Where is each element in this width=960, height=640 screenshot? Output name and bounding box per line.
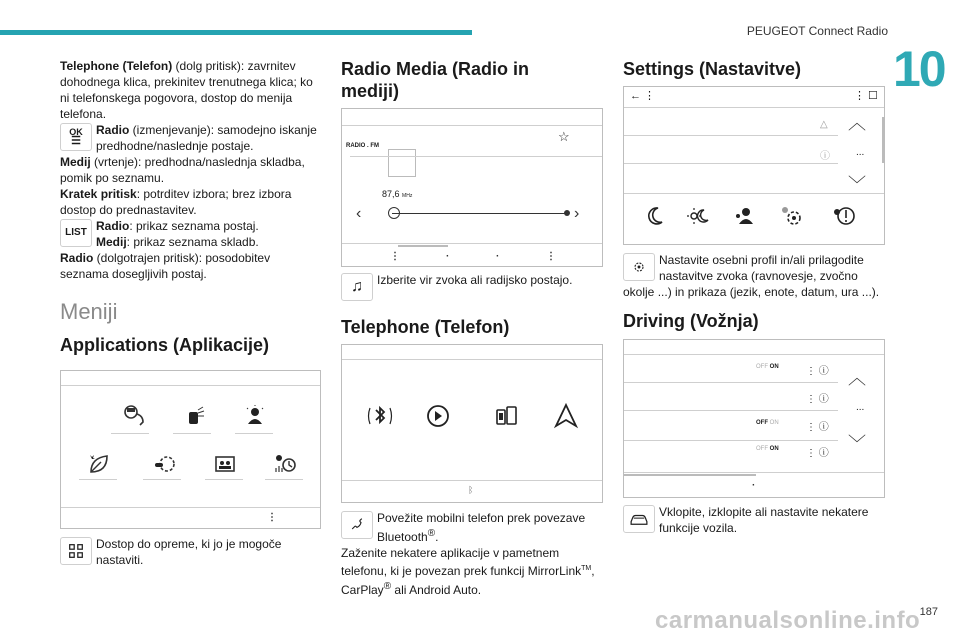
- settings-caption-row: [623, 252, 885, 300]
- screen-divider: [624, 472, 884, 473]
- row-4-info-icon[interactable]: ⋮ ⓘ: [806, 448, 829, 459]
- system-settings-icon[interactable]: [772, 201, 812, 231]
- previous-arrow-icon[interactable]: ‹: [356, 205, 362, 222]
- next-arrow-icon[interactable]: ›: [574, 205, 580, 222]
- screen-divider: [342, 359, 602, 360]
- more-options-icon[interactable]: ⋮: [267, 512, 277, 523]
- apps-caption-row: [60, 536, 322, 568]
- apps-grid-icon: [60, 537, 92, 565]
- driver-icon[interactable]: [235, 401, 275, 431]
- page-dot[interactable]: ·: [496, 251, 500, 262]
- screen-divider: [624, 193, 884, 194]
- connected-services-icon[interactable]: [115, 401, 155, 431]
- bluetooth-icon[interactable]: [360, 401, 400, 431]
- driving-caption-row: [623, 504, 885, 536]
- toggle-4[interactable]: OFF ON: [756, 446, 779, 452]
- phone-caption-row: [341, 510, 603, 545]
- more-icon[interactable]: ...: [856, 147, 865, 158]
- paragraph-telephone: Telephone (Telefon) (dolg pritisk): zavrnitev dohodnega klica, prekinitev trenutnega klica; ko ni telefonskega pogovora, dostop do menija telefona.: [60, 59, 313, 121]
- driving-heading: Driving (Vožnja): [623, 311, 759, 331]
- screen-divider: [342, 125, 602, 126]
- favorite-star-icon[interactable]: ☆: [558, 129, 570, 144]
- watermark: carmanualsonline.info: [655, 607, 921, 634]
- paragraph-radio-long: Radio (dolgotrajen pritisk): posodobitev seznama dosegljivih postaj.: [60, 251, 271, 281]
- tile-underline: [173, 433, 211, 434]
- list-icon: LIST: [60, 219, 92, 247]
- screen-divider: [342, 480, 602, 481]
- phone-handset-icon: [341, 511, 373, 539]
- settings-screen: [623, 86, 885, 245]
- tile-underline: [79, 479, 117, 480]
- phone-caption-2: Zaženite nekatere aplikacije v pametnem telefonu, ki je povezan prek funkcij MirrorLink™, CarPlay® ali Android Auto.: [341, 546, 595, 597]
- paragraph-short-press: Kratek pritisk: potrditev izbora; brez izbora dostop do prednastavitev.: [60, 187, 292, 217]
- music-note-icon: ♫: [341, 273, 373, 301]
- radio-screen: [341, 108, 603, 267]
- scroll-down-icon[interactable]: ﹀: [848, 434, 866, 454]
- settings-caption: Nastavite osebni profil in/ali prilagodite nastavitve zvoka (ravnovesje, zvočno okolje ...) in prikaza (jezik, enote, datum, ura ...).: [623, 253, 880, 299]
- accent-bar: [0, 30, 472, 35]
- scroll-up-icon[interactable]: ︿: [848, 113, 866, 133]
- phone-caption-1: Povežite mobilni telefon prek povezave Bluetooth®.: [377, 511, 586, 544]
- tab-indicator: [398, 245, 448, 247]
- driving-caption-block: [623, 504, 885, 536]
- more-options-icon[interactable]: ⋮: [546, 251, 556, 262]
- ok-row: [60, 122, 322, 154]
- tile-underline: [143, 479, 181, 480]
- page-dot[interactable]: ·: [446, 251, 450, 262]
- privacy-icon[interactable]: [824, 201, 864, 231]
- paragraph-medij-rotate: Medij (vrtenje): predhodna/naslednja skladba, pomik po seznamu.: [60, 155, 305, 185]
- scroll-down-icon[interactable]: ﹀: [848, 175, 866, 195]
- row-2-info-icon[interactable]: ⋮ ⓘ: [806, 394, 829, 405]
- row-divider: [624, 410, 838, 411]
- applications-screen: [60, 370, 321, 529]
- warning-triangle-icon: △: [820, 119, 828, 130]
- row-divider: [624, 163, 838, 164]
- frequency-slider-handle[interactable]: [388, 207, 400, 219]
- toggle-3[interactable]: OFF ON: [756, 420, 779, 426]
- list-row: [60, 218, 322, 250]
- paragraph-radio-list: Radio: prikaz seznama postaj.: [96, 219, 259, 233]
- car-icon: [623, 505, 655, 533]
- carplay-icon[interactable]: [418, 401, 458, 431]
- phone-caption-block: [341, 510, 603, 598]
- ok-icon: OK ☰: [60, 123, 92, 151]
- vehicle-settings-icon[interactable]: [145, 449, 185, 479]
- radio-band-label: RADIO . FM: [346, 143, 379, 149]
- delete-icon[interactable]: ⋮ ☐: [854, 90, 878, 102]
- night-mode-icon[interactable]: [634, 201, 674, 231]
- paragraph-radio-toggle: Radio (izmenjevanje): samodejno iskanje predhodne/naslednje postaje.: [96, 123, 317, 153]
- eco-leaf-icon[interactable]: [79, 449, 119, 479]
- slider-end-dot: [564, 210, 570, 216]
- row-divider: [624, 440, 838, 441]
- screen-divider: [624, 354, 884, 355]
- row-divider: [624, 135, 838, 136]
- more-icon[interactable]: ...: [856, 402, 865, 413]
- header-title: PEUGEOT Connect Radio: [746, 24, 888, 38]
- driving-caption: Vklopite, izklopite ali nastavite nekatere funkcije vozila.: [659, 505, 869, 535]
- radio-caption-row: [341, 272, 603, 302]
- bluetooth-small-icon: ᛒ: [468, 485, 474, 495]
- driving-screen: [623, 339, 885, 498]
- row-3-info-icon[interactable]: ⋮ ⓘ: [806, 422, 829, 433]
- screen-divider: [61, 385, 320, 386]
- tile-underline: [205, 479, 243, 480]
- radio-media-heading: Radio Media (Radio in mediji): [341, 59, 530, 101]
- tile-underline: [235, 433, 273, 434]
- settings-heading: Settings (Nastavitve): [623, 59, 802, 79]
- column-1: [60, 58, 322, 356]
- apps-caption-block: [60, 536, 322, 568]
- radio-caption-block: [341, 272, 603, 302]
- screen-divider: [61, 507, 320, 508]
- row-1-info-icon[interactable]: ⋮ ⓘ: [806, 366, 829, 377]
- brightness-icon[interactable]: [678, 201, 718, 231]
- page-dot[interactable]: ·: [752, 480, 756, 491]
- gear-icon: [623, 253, 655, 281]
- contacts-icon[interactable]: [205, 449, 245, 479]
- chapter-number: 10: [893, 41, 945, 97]
- screen-divider: [342, 243, 602, 244]
- settings-caption-block: [623, 252, 885, 300]
- android-auto-icon[interactable]: [546, 401, 586, 431]
- apps-caption: Dostop do opreme, ki jo je mogoče nastaviti.: [96, 537, 282, 567]
- scroll-up-icon[interactable]: ︿: [848, 368, 866, 388]
- timer-settings-icon[interactable]: [265, 449, 305, 479]
- telephone-heading: Telephone (Telefon): [341, 317, 510, 337]
- fuel-icon[interactable]: [175, 401, 215, 431]
- menu-heading: Meniji: [60, 299, 118, 324]
- tile-underline: [265, 479, 303, 480]
- tile-underline: [111, 433, 149, 434]
- frequency-slider[interactable]: [392, 213, 568, 214]
- screen-divider: [624, 107, 884, 108]
- toggle-1[interactable]: OFF ON: [756, 364, 779, 370]
- mirrorlink-icon[interactable]: [486, 401, 526, 431]
- paragraph-medij-list: Medij: prikaz seznama skladb.: [96, 235, 259, 249]
- page-number: 187: [919, 606, 938, 618]
- page-indicator: [624, 474, 756, 476]
- radio-caption: Izberite vir zvoka ali radijsko postajo.: [377, 273, 573, 287]
- scrollbar[interactable]: [882, 117, 885, 163]
- apps-heading: Applications (Aplikacije): [60, 335, 270, 355]
- frequency-readout: 87,6 MHz: [382, 189, 413, 199]
- row-divider: [624, 382, 838, 383]
- info-icon: ⓘ: [820, 151, 830, 162]
- profile-icon[interactable]: [724, 201, 764, 231]
- telephone-screen: [341, 344, 603, 503]
- more-options-icon[interactable]: ⋮: [390, 251, 400, 262]
- back-arrow-icon[interactable]: ← ⋮: [630, 90, 656, 102]
